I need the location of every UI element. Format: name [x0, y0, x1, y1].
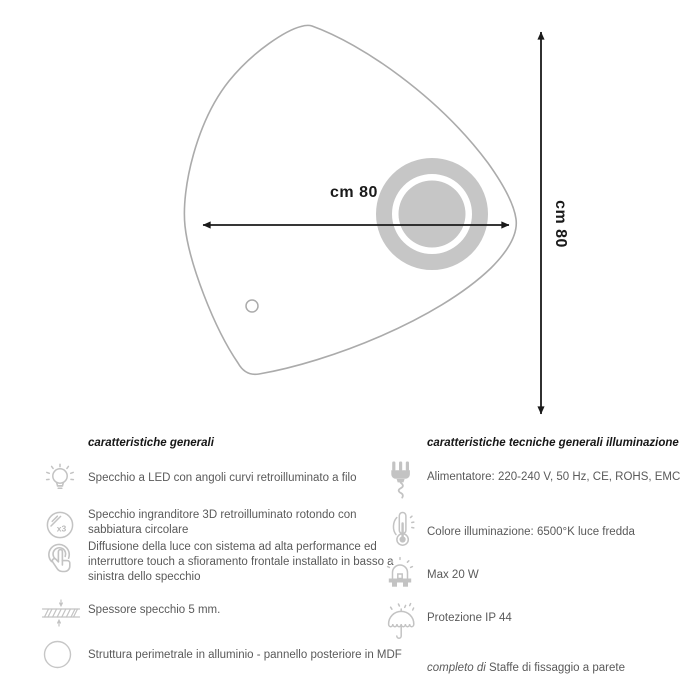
left-spec-5: Struttura perimetrale in alluminio - pannello posteriore in MDF	[88, 649, 402, 661]
umbrella-rain-icon	[386, 602, 416, 642]
mirror-x3-icon	[44, 509, 76, 541]
left-spec-1: Specchio a LED con angoli curvi retroilluminato a filo	[88, 472, 357, 484]
left-spec-4: Spessore specchio 5 mm.	[88, 604, 221, 616]
thickness-icon	[40, 597, 82, 629]
left-spec-3: Diffusione della luce con sistema ad alta performance ed interruttore touch a sfioramento frontale installato in basso a sinistra dello specchio	[88, 541, 394, 583]
right-footer-note	[427, 661, 625, 676]
left-column-title: caratteristiche generali	[88, 437, 214, 449]
led-bulb-icon	[41, 461, 79, 499]
left-spec-2: Specchio ingranditore 3D retroilluminato rotondo con sabbiatura circolare	[88, 509, 357, 536]
frame-circle-icon	[43, 640, 72, 669]
thermometer-icon	[387, 509, 416, 550]
right-column-title: caratteristiche tecniche generali illuminazione	[427, 437, 679, 449]
touch-icon	[42, 541, 76, 585]
x3-label: x3	[56, 523, 67, 534]
touch-sensor-dot	[246, 300, 258, 312]
height-dimension-label: cm 80	[552, 200, 569, 248]
footer-rest: Staffe di fissaggio a parete	[485, 662, 625, 674]
led-lamp-icon	[384, 556, 416, 592]
right-spec-1: Alimentatore: 220-240 V, 50 Hz, CE, ROHS, EMC	[427, 471, 681, 483]
right-spec-3: Max 20 W	[427, 569, 479, 581]
right-spec-2: Colore illuminazione: 6500°K luce fredda	[427, 526, 635, 538]
right-spec-4: Protezione IP 44	[427, 612, 512, 624]
magnifier-center	[399, 181, 466, 248]
width-dimension-label: cm 80	[330, 184, 378, 201]
plug-icon	[388, 460, 414, 502]
footer-italic: completo di	[427, 662, 486, 674]
